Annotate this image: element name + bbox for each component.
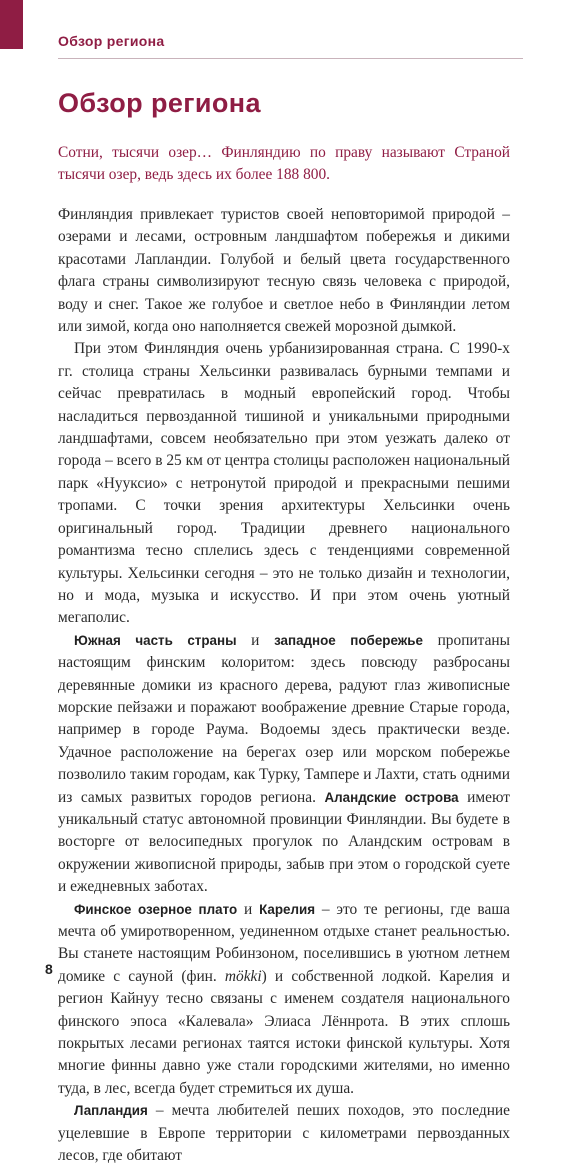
paragraph bbox=[58, 1100, 510, 1167]
running-head: Обзор региона bbox=[58, 33, 165, 49]
paragraph-text: пропитаны настоящим финским колоритом: здесь повсюду разбросаны деревянные домики из красного дерева, радуют глаз живописные морские пейзажи и поражают воображение древние Старые города, например в городе Раума. Водоемы здесь практически везде. Удачное расположение на берегах озер или морском побережье позволило таким городам, как Турку, Тампере и Лахти, стать одними из самых развитых городов региона. bbox=[58, 631, 510, 806]
paragraph-text: ) и собственной лодкой. Карелия и регион Кайнуу тесно связаны с именем создателя национального финского эпоса «Калевала» Элиаса Лённрота. В этих сплошь покрытых лесами регионах таятся истоки финской культуры. Хотя многие финны давно уже стали городскими жителями, но именно туда, в лес, всегда будет стремиться их душа. bbox=[58, 967, 510, 1097]
page-title: Обзор региона bbox=[58, 88, 261, 118]
paragraph-text: имеют уникальный статус автономной провинции Финляндии. Вы будете в восторге от велосипедных прогулок по Аландским островам в окружении живописной природы, забыв при этом о городской суете и ежедневных заботах. bbox=[58, 788, 510, 896]
chapter-tab-marker bbox=[0, 0, 23, 49]
joiner-text: и bbox=[237, 900, 260, 918]
region-term: Карелия bbox=[259, 901, 316, 917]
region-term: Южная часть страны bbox=[74, 632, 237, 648]
region-term: Аландские острова bbox=[324, 789, 459, 805]
region-term: Лапландия bbox=[74, 1103, 148, 1119]
joiner-text: и bbox=[236, 631, 275, 649]
paragraph-text: – это те регионы, где ваша мечта об умиротворенном, уединенном отдыхе станет реальностью. Вы станете настоящим Робинзоном, поселившись в уютном летнем домике с сауной (фин. bbox=[58, 900, 511, 985]
paragraph bbox=[58, 338, 510, 629]
header-rule bbox=[58, 58, 523, 59]
page-number: 8 bbox=[45, 961, 53, 977]
body-text bbox=[58, 204, 510, 1167]
lead-paragraph: Сотни, тысячи озер… Финляндию по праву называют Страной тысячи озер, ведь здесь их более 188 800. bbox=[58, 144, 510, 183]
paragraph-text: Финляндия привлекает туристов своей неповторимой природой – озерами и лесами, островным ландшафтом побережья и дикими красотами Лапландии. Голубой и белый цвета государственного флага страны символизируют тесную связь человека с природой, воду и снег. Такое же голубое и светлое небо в Финляндии летом или зимой, когда оно наполняется свежей морозной дымкой. bbox=[58, 206, 510, 336]
paragraph-text: – мечта любителей пеших походов, это последние уцелевшие в Европе территории с километрами первозданных лесов, где обитают bbox=[58, 1102, 510, 1165]
paragraph bbox=[58, 204, 510, 338]
paragraph bbox=[58, 899, 510, 1101]
region-term: Финское озерное плато bbox=[74, 901, 238, 917]
region-term: западное побережье bbox=[274, 632, 423, 648]
italic-term: mökki bbox=[224, 967, 262, 985]
paragraph bbox=[58, 630, 510, 899]
paragraph-text: При этом Финляндия очень урбанизированная страна. С 1990-х гг. столица страны Хельсинки развивалась бурными темпами и сейчас превратилась в модный европейский город. Чтобы насладиться первозданной тишиной и уникальными природными ландшафтами, совсем необязательно при этом уезжать далеко от города – всего в 25 км от центра столицы расположен национальный парк «Нууксио» с нетронутой природой и прекрасными пешими тропами. С точки зрения архитектуры Хельсинки очень оригинальный город. Традиции древнего национального романтизма тесно сплелись здесь с тенденциями современной культуры. Хельсинки сегодня – это не только дизайн и технологии, но и мода, музыка и искусство. И при этом очень уютный мегаполис. bbox=[58, 340, 510, 627]
